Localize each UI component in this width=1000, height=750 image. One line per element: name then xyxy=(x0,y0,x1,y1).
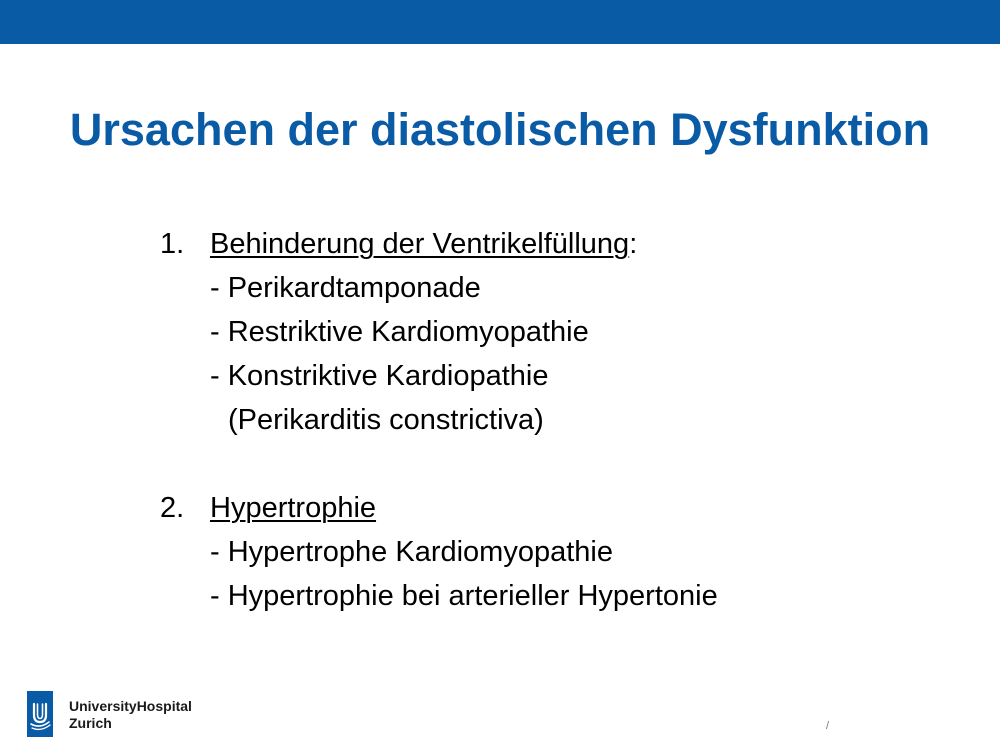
top-bar xyxy=(0,0,1000,44)
logo-line-1: UniversityHospital xyxy=(69,698,192,714)
section-1-header xyxy=(160,222,960,266)
section-2-number: 2. xyxy=(160,492,185,524)
slide-content xyxy=(160,222,960,662)
section-1-heading-suffix: : xyxy=(629,228,638,260)
page-marker: / xyxy=(826,720,830,732)
section-1-item-1: - Perikardtamponade xyxy=(210,272,481,304)
section-2-heading: Hypertrophie xyxy=(210,492,377,524)
section-1-number: 1. xyxy=(160,228,185,260)
section-1-item-2: - Restriktive Kardiomyopathie xyxy=(210,316,589,348)
section-1-item-3: - Konstriktive Kardiopathie xyxy=(210,360,549,392)
section-1 xyxy=(160,222,960,442)
section-2-item-1: - Hypertrophe Kardiomyopathie xyxy=(210,536,613,568)
section-2-item-2: - Hypertrophie bei arterieller Hypertonie xyxy=(210,580,718,612)
logo-line-2: Zurich xyxy=(69,715,112,731)
university-hospital-logo xyxy=(27,691,227,737)
section-2 xyxy=(160,486,960,618)
university-hospital-logo-text xyxy=(69,698,192,732)
slide-title: Ursachen der diastolischen Dysfunktion xyxy=(69,104,931,155)
section-1-heading: Behinderung der Ventrikelfüllung xyxy=(210,228,630,260)
section-1-item-3-continuation: (Perikarditis constrictiva) xyxy=(228,404,544,436)
section-2-header xyxy=(160,486,960,530)
university-hospital-logo-icon xyxy=(27,691,53,737)
